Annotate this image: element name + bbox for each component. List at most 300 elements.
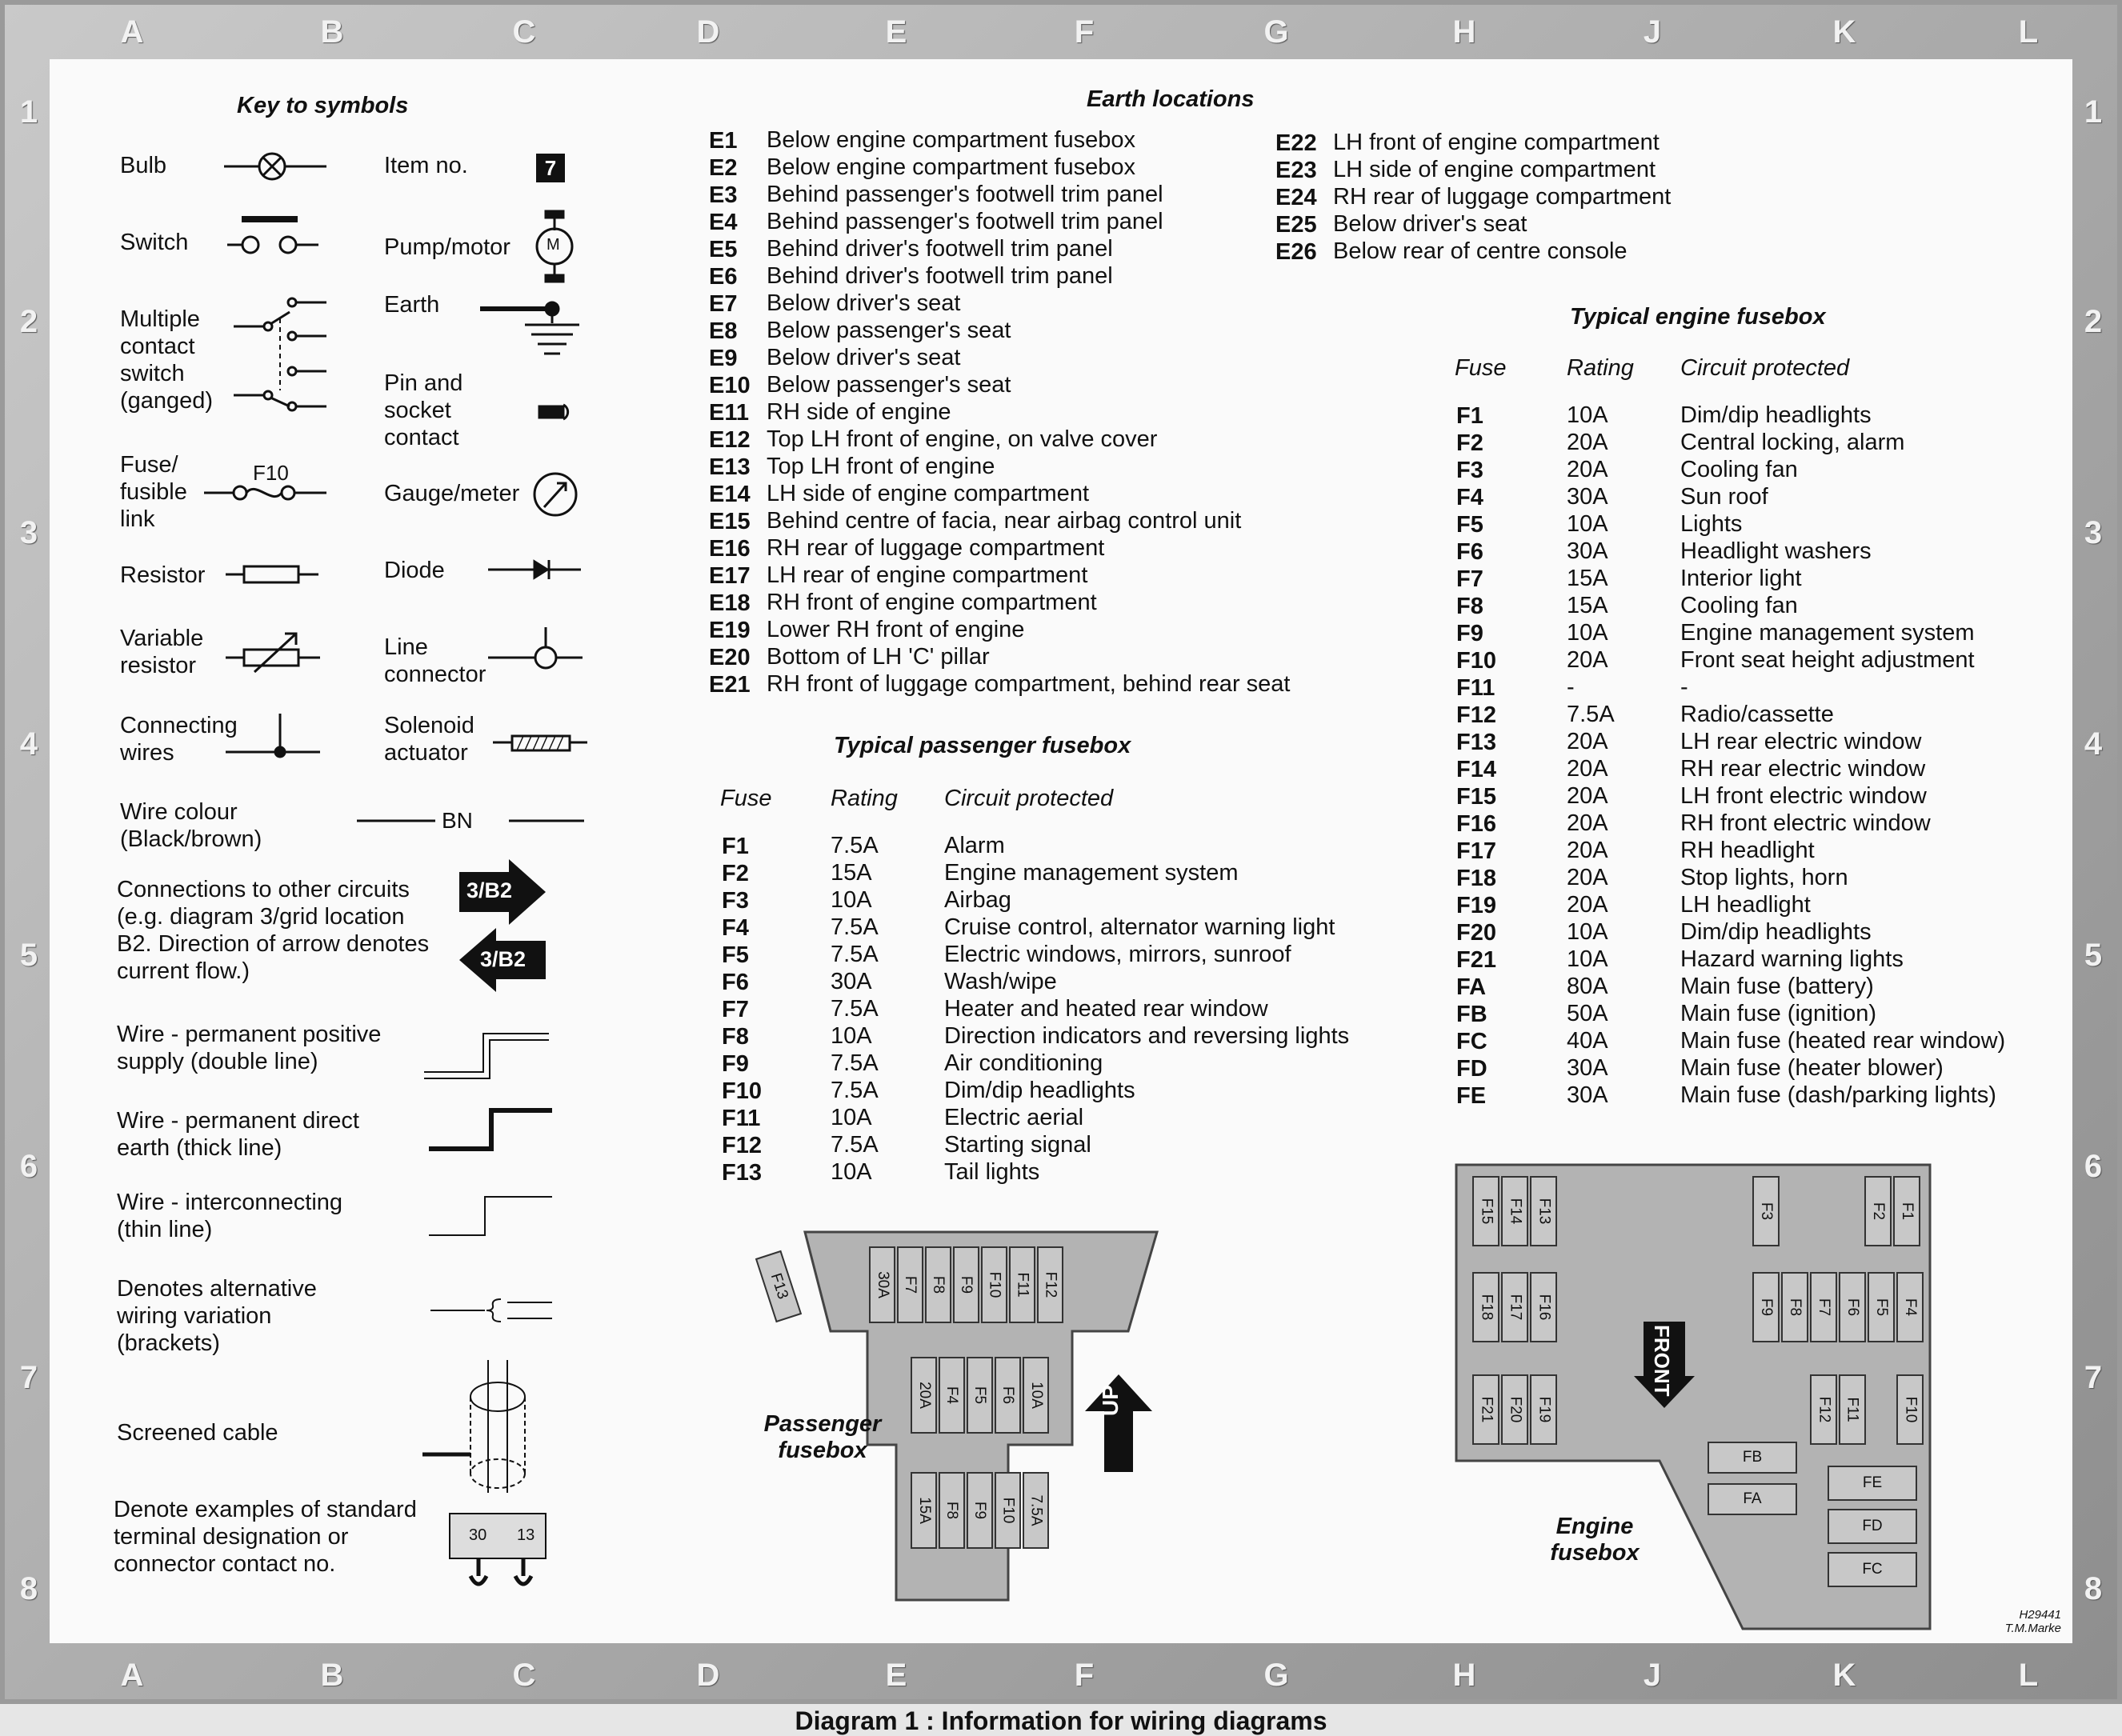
grid-row-label-right: 6 bbox=[2084, 1149, 2103, 1184]
engine-fuse-rating: 7.5A bbox=[1567, 702, 1615, 727]
passenger-fuse-slot bbox=[1023, 1357, 1049, 1434]
engine-fuse-slot bbox=[1864, 1176, 1892, 1246]
earth-location: Below driver's seat bbox=[1333, 211, 1527, 237]
engine-main-fuse-label: FC bbox=[1862, 1561, 1883, 1578]
grid-col-label-top: A bbox=[120, 14, 144, 50]
earth-code: E6 bbox=[709, 264, 738, 290]
passenger-fuse-label: F10 bbox=[986, 1271, 1003, 1298]
earth-code: E20 bbox=[709, 645, 751, 670]
passenger-fuse-slot bbox=[939, 1472, 965, 1549]
engine-fuse-circuit: Main fuse (dash/parking lights) bbox=[1680, 1082, 1996, 1108]
earth-location: LH side of engine compartment bbox=[1333, 157, 1656, 182]
key-item-no-label: Item no. bbox=[384, 153, 468, 178]
engine-fuse-circuit: Cooling fan bbox=[1680, 457, 1798, 482]
grid-row-label-left: 6 bbox=[19, 1149, 38, 1184]
screened-cable-icon bbox=[422, 1360, 525, 1493]
key-bulb-label: Bulb bbox=[120, 153, 167, 178]
engine-fuse-circuit: Stop lights, horn bbox=[1680, 865, 1848, 890]
grid-col-label-bottom: K bbox=[1832, 1658, 1856, 1693]
passenger-table-title: Typical passenger fusebox bbox=[834, 733, 1131, 758]
passenger-fuse-circuit: Cruise control, alternator warning light bbox=[944, 914, 1335, 940]
key-terminal-label: Denote examples of standard terminal designation or connector contact no. bbox=[114, 1497, 417, 1577]
engine-fuse-slot bbox=[1530, 1176, 1557, 1246]
earth-code: E24 bbox=[1275, 185, 1317, 210]
passenger-fuse-id: F9 bbox=[722, 1051, 749, 1077]
grid-col-label-bottom: L bbox=[2018, 1658, 2039, 1693]
engine-fuse-slot bbox=[1868, 1272, 1895, 1342]
key-title: Key to symbols bbox=[237, 93, 409, 118]
grid-col-label-top: F bbox=[1074, 14, 1095, 50]
bulb-icon bbox=[224, 154, 326, 179]
switch-icon bbox=[227, 219, 318, 253]
passenger-fuse-label: F6 bbox=[999, 1386, 1017, 1405]
engine-fuse-rating: 15A bbox=[1567, 593, 1608, 618]
passenger-fuse-slot bbox=[1023, 1472, 1049, 1549]
key-solenoid-label: Solenoid actuator bbox=[384, 713, 474, 766]
key-wire-colour-label: Wire colour (Black/brown) bbox=[120, 799, 262, 852]
engine-fuse-id: FB bbox=[1456, 1002, 1487, 1027]
engine-fuse-id: F6 bbox=[1456, 539, 1483, 565]
passenger-fuse-label: 10A bbox=[1027, 1382, 1045, 1409]
grid-col-label-bottom: F bbox=[1074, 1658, 1095, 1693]
engine-fuse-circuit: Dim/dip headlights bbox=[1680, 402, 1872, 428]
earth-location: Top LH front of engine, on valve cover bbox=[767, 426, 1158, 452]
key-gauge-label: Gauge/meter bbox=[384, 481, 520, 506]
engine-fuse-rating: 20A bbox=[1567, 729, 1608, 754]
item-number-tag: 7 bbox=[536, 154, 565, 182]
grid-col-label-top: H bbox=[1452, 14, 1476, 50]
pin-socket-icon bbox=[539, 405, 568, 419]
diagram-caption: Diagram 1 : Information for wiring diagrams bbox=[795, 1706, 1327, 1735]
passenger-fuse-label: F12 bbox=[1042, 1271, 1059, 1298]
engine-fuse-circuit: LH headlight bbox=[1680, 892, 1811, 918]
engine-fuse-rating: 15A bbox=[1567, 566, 1608, 591]
passenger-fuse-circuit: Direction indicators and reversing lights bbox=[944, 1023, 1350, 1049]
earth-location: Behind passenger's footwell trim panel bbox=[767, 182, 1163, 207]
passenger-fuse-slot bbox=[1009, 1246, 1035, 1323]
passenger-fuse-rating: 10A bbox=[831, 1023, 872, 1049]
engine-fuse-circuit: Main fuse (heated rear window) bbox=[1680, 1028, 2006, 1054]
engine-fuse-slot bbox=[1472, 1176, 1499, 1246]
passenger-fuse-id: F3 bbox=[722, 888, 749, 914]
earth-code: E13 bbox=[709, 454, 751, 480]
passenger-fuse-slot bbox=[953, 1246, 979, 1323]
earth-location: LH rear of engine compartment bbox=[767, 562, 1088, 588]
key-bracket-label: Denotes alternative wiring variation (brackets) bbox=[117, 1276, 317, 1356]
earth-code: E25 bbox=[1275, 212, 1317, 238]
engine-fuse-label: F3 bbox=[1758, 1202, 1775, 1221]
double-line-icon bbox=[424, 1034, 549, 1078]
earth-location: Below passenger's seat bbox=[767, 318, 1011, 343]
passenger-fuse-label: F9 bbox=[958, 1275, 975, 1294]
engine-fuse-id: F15 bbox=[1456, 784, 1496, 810]
engine-fuse-id: F2 bbox=[1456, 430, 1483, 456]
earth-code: E17 bbox=[709, 563, 751, 589]
passenger-fuse-circuit: Alarm bbox=[944, 833, 1005, 858]
earth-code: E19 bbox=[709, 618, 751, 643]
grid-row-label-right: 2 bbox=[2084, 304, 2103, 339]
passenger-fuse-rating: 7.5A bbox=[831, 996, 879, 1022]
engine-fuse-id: F14 bbox=[1456, 757, 1496, 782]
earth-location: RH front of luggage compartment, behind rear seat bbox=[767, 671, 1291, 697]
engine-fuse-slot bbox=[1472, 1272, 1499, 1342]
engine-fuse-circuit: RH headlight bbox=[1680, 838, 1815, 863]
engine-fuse-rating: 10A bbox=[1567, 919, 1608, 945]
engine-main-fuse-slot bbox=[1828, 1466, 1917, 1501]
passenger-fuse-label: 15A bbox=[915, 1497, 933, 1524]
engine-fuse-circuit: Main fuse (heater blower) bbox=[1680, 1055, 1944, 1081]
engine-fuse-id: F7 bbox=[1456, 566, 1483, 592]
passenger-fuse-label: 30A bbox=[874, 1271, 891, 1298]
passenger-fuse-id: F7 bbox=[722, 997, 749, 1022]
grid-col-label-top: E bbox=[885, 14, 907, 50]
engine-fuse-rating: 20A bbox=[1567, 457, 1608, 482]
earth-title: Earth locations bbox=[1087, 86, 1255, 112]
grid-col-label-top: B bbox=[320, 14, 344, 50]
engine-fuse-rating: 20A bbox=[1567, 865, 1608, 890]
passenger-fuse-rating: 30A bbox=[831, 969, 872, 994]
engine-fuse-id: F5 bbox=[1456, 512, 1483, 538]
drawing-code: H29441 bbox=[2019, 1608, 2061, 1622]
engine-fuse-id: FD bbox=[1456, 1056, 1487, 1082]
passenger-fuse-circuit: Starting signal bbox=[944, 1132, 1091, 1158]
engine-fuse-rating: 30A bbox=[1567, 1082, 1608, 1108]
grid-row-label-right: 7 bbox=[2084, 1360, 2103, 1395]
engine-fuse-id: FE bbox=[1456, 1083, 1487, 1109]
solenoid-icon bbox=[493, 736, 587, 750]
engine-fuse-label: F2 bbox=[1870, 1202, 1887, 1221]
passenger-fuse-rating: 7.5A bbox=[831, 1050, 879, 1076]
drawing-author: T.M.Marke bbox=[2004, 1622, 2061, 1635]
passenger-fuse-id: F11 bbox=[722, 1106, 761, 1131]
resistor-icon bbox=[226, 566, 318, 582]
passenger-fuse-slot bbox=[967, 1357, 993, 1434]
variable-resistor-icon bbox=[226, 634, 320, 672]
grid-col-label-top: L bbox=[2018, 14, 2039, 50]
engine-main-fuse-label: FB bbox=[1742, 1449, 1763, 1466]
engine-fuse-label: F1 bbox=[1899, 1202, 1916, 1221]
engine-fuse-id: F4 bbox=[1456, 485, 1483, 510]
engine-fuse-label: F6 bbox=[1844, 1298, 1861, 1317]
passenger-fuse-label: F10 bbox=[999, 1497, 1017, 1524]
earth-code: E3 bbox=[709, 182, 738, 208]
earth-code: E18 bbox=[709, 590, 751, 616]
engine-fuse-circuit: Front seat height adjustment bbox=[1680, 647, 1975, 673]
passenger-fuse-label: 7.5A bbox=[1027, 1494, 1045, 1526]
earth-location: Below passenger's seat bbox=[767, 372, 1011, 398]
engine-fuse-label: F7 bbox=[1816, 1298, 1832, 1317]
engine-fuse-slot bbox=[1530, 1374, 1557, 1445]
engine-fuse-rating: 80A bbox=[1567, 974, 1608, 999]
engine-fuse-rating: 20A bbox=[1567, 892, 1608, 918]
diode-icon bbox=[488, 560, 581, 579]
engine-fuse-label: F19 bbox=[1535, 1396, 1552, 1423]
engine-fuse-id: F3 bbox=[1456, 458, 1483, 483]
grid-col-label-top: C bbox=[512, 14, 536, 50]
engine-fuse-circuit: Headlight washers bbox=[1680, 538, 1872, 564]
engine-fuse-label: F10 bbox=[1902, 1396, 1919, 1423]
passenger-fuse-rating: 10A bbox=[831, 1105, 872, 1130]
grid-col-label-bottom: A bbox=[120, 1658, 144, 1693]
engine-fuse-id: FC bbox=[1456, 1029, 1487, 1054]
passenger-fuse-id: F6 bbox=[722, 970, 749, 995]
earth-location: LH side of engine compartment bbox=[767, 481, 1089, 506]
key-variable-resistor-label: Variable resistor bbox=[120, 626, 204, 678]
passenger-fuse-circuit: Dim/dip headlights bbox=[944, 1078, 1135, 1103]
earth-location: LH front of engine compartment bbox=[1333, 130, 1660, 155]
engine-fuse-slot bbox=[1839, 1272, 1866, 1342]
earth-location: Behind driver's footwell trim panel bbox=[767, 236, 1113, 262]
engine-fuse-rating: 50A bbox=[1567, 1001, 1608, 1026]
key-diode-label: Diode bbox=[384, 558, 445, 583]
key-resistor-label: Resistor bbox=[120, 562, 206, 588]
engine-fuse-label: F8 bbox=[1787, 1298, 1804, 1317]
bracket-icon bbox=[430, 1299, 552, 1322]
engine-fuse-label: F4 bbox=[1902, 1298, 1919, 1317]
earth-code: E11 bbox=[709, 400, 749, 426]
connecting-wires-icon bbox=[226, 714, 320, 757]
passenger-fuse-slot bbox=[995, 1472, 1021, 1549]
key-thick-line-label: Wire - permanent direct earth (thick line) bbox=[117, 1108, 359, 1161]
passenger-fuse-label: F4 bbox=[943, 1386, 961, 1405]
earth-code: E16 bbox=[709, 536, 751, 562]
engine-fuse-id: F19 bbox=[1456, 893, 1496, 918]
passenger-fuse-rating: 7.5A bbox=[831, 942, 879, 967]
earth-code: E21 bbox=[709, 672, 751, 698]
key-thin-line-label: Wire - interconnecting (thin line) bbox=[117, 1190, 343, 1242]
grid-row-label-left: 7 bbox=[19, 1360, 38, 1395]
passenger-fuse-circuit: Airbag bbox=[944, 887, 1011, 913]
engine-fuse-rating: 20A bbox=[1567, 838, 1608, 863]
engine-fuse-circuit: Main fuse (ignition) bbox=[1680, 1001, 1876, 1026]
engine-fuse-label: F5 bbox=[1873, 1298, 1890, 1317]
key-line-connector-label: Line connector bbox=[384, 634, 486, 687]
engine-fuse-slot bbox=[1530, 1272, 1557, 1342]
grid-col-label-bottom: H bbox=[1452, 1658, 1476, 1693]
passenger-col-rating: Rating bbox=[831, 786, 898, 811]
grid-col-label-top: G bbox=[1263, 14, 1289, 50]
earth-code: E7 bbox=[709, 291, 738, 317]
earth-location: RH rear of luggage compartment bbox=[1333, 184, 1672, 210]
passenger-fuse-slot bbox=[869, 1246, 895, 1323]
key-connecting-wires-label: Connecting wires bbox=[120, 713, 238, 766]
engine-fuse-circuit: Dim/dip headlights bbox=[1680, 919, 1872, 945]
engine-fuse-label: F11 bbox=[1844, 1397, 1861, 1422]
gauge-icon bbox=[535, 474, 576, 515]
passenger-fuse-circuit: Engine management system bbox=[944, 860, 1239, 886]
grid-col-label-top: J bbox=[1643, 14, 1662, 50]
passenger-fuse-rating: 10A bbox=[831, 887, 872, 913]
engine-fuse-rating: 10A bbox=[1567, 620, 1608, 646]
grid-col-label-bottom: J bbox=[1643, 1658, 1662, 1693]
grid-row-label-right: 1 bbox=[2084, 94, 2103, 130]
grid-col-label-bottom: C bbox=[512, 1658, 536, 1693]
engine-fuse-circuit: Engine management system bbox=[1680, 620, 1975, 646]
earth-code: E12 bbox=[709, 427, 751, 453]
terminal-tag-30: 30 bbox=[469, 1526, 487, 1544]
grid-row-label-left: 2 bbox=[19, 304, 38, 339]
engine-fuse-slot bbox=[1501, 1176, 1528, 1246]
grid-row-label-left: 3 bbox=[19, 515, 38, 550]
engine-fuse-slot bbox=[1810, 1374, 1837, 1445]
engine-fuse-circuit: LH rear electric window bbox=[1680, 729, 1922, 754]
key-switch-label: Switch bbox=[120, 230, 189, 255]
engine-fuse-id: F21 bbox=[1456, 947, 1496, 973]
grid-row-label-left: 8 bbox=[19, 1571, 38, 1606]
key-pin-socket-label: Pin and socket contact bbox=[384, 370, 463, 450]
passenger-fuse-rating: 7.5A bbox=[831, 914, 879, 940]
passenger-loose-fuse-label: F13 bbox=[767, 1271, 791, 1302]
passenger-fuse-rating: 7.5A bbox=[831, 1078, 879, 1103]
key-motor-label: Pump/motor bbox=[384, 234, 510, 260]
engine-fuse-slot bbox=[1501, 1272, 1528, 1342]
up-arrow-label: UP bbox=[1098, 1385, 1123, 1416]
engine-fuse-id: F8 bbox=[1456, 594, 1483, 619]
passenger-fuse-label: F7 bbox=[902, 1275, 919, 1294]
grid-row-label-left: 5 bbox=[19, 938, 38, 973]
engine-fuse-label: F16 bbox=[1535, 1294, 1552, 1321]
earth-code: E26 bbox=[1275, 239, 1317, 265]
engine-main-fuse-label: FA bbox=[1743, 1490, 1762, 1507]
passenger-fuse-label: F9 bbox=[971, 1501, 989, 1520]
engine-fuse-circuit: RH rear electric window bbox=[1680, 756, 1926, 782]
engine-main-fuse-slot bbox=[1828, 1509, 1917, 1544]
passenger-fuse-slot bbox=[911, 1472, 937, 1549]
earth-location: Below driver's seat bbox=[767, 290, 961, 316]
engine-fuse-circuit: Hazard warning lights bbox=[1680, 946, 1904, 972]
front-arrow-label: FRONT bbox=[1650, 1325, 1674, 1397]
engine-fuse-circuit: Lights bbox=[1680, 511, 1743, 537]
engine-fuse-rating: 30A bbox=[1567, 484, 1608, 510]
earth-location: Top LH front of engine bbox=[767, 454, 995, 479]
engine-fuse-rating: 10A bbox=[1567, 511, 1608, 537]
earth-code: E2 bbox=[709, 155, 738, 181]
engine-fuse-rating: 20A bbox=[1567, 783, 1608, 809]
engine-fuse-slot bbox=[1472, 1374, 1499, 1445]
engine-fuse-rating: 20A bbox=[1567, 810, 1608, 836]
engine-fuse-label: F21 bbox=[1478, 1396, 1495, 1423]
engine-main-fuse-slot bbox=[1708, 1442, 1797, 1474]
earth-code: E1 bbox=[709, 128, 738, 154]
terminal-icon bbox=[450, 1514, 546, 1584]
engine-fuse-id: F16 bbox=[1456, 811, 1496, 837]
passenger-fuse-id: F4 bbox=[722, 915, 749, 941]
ganged-switch-icon bbox=[234, 298, 326, 410]
earth-code: E8 bbox=[709, 318, 738, 344]
motor-tag: M bbox=[547, 236, 560, 254]
drawing-credit bbox=[1968, 1608, 2061, 1635]
passenger-fuse-slot bbox=[967, 1472, 993, 1549]
engine-fuse-slot bbox=[1839, 1374, 1866, 1445]
engine-fuse-label: F20 bbox=[1507, 1396, 1523, 1423]
engine-fuse-label: F12 bbox=[1816, 1396, 1832, 1423]
passenger-col-circuit: Circuit protected bbox=[944, 786, 1114, 811]
passenger-fuse-circuit: Air conditioning bbox=[944, 1050, 1103, 1076]
passenger-fuse-slot bbox=[981, 1246, 1007, 1323]
engine-fuse-label: F17 bbox=[1507, 1294, 1523, 1321]
earth-location: RH front of engine compartment bbox=[767, 590, 1097, 615]
engine-fuse-label: F9 bbox=[1758, 1298, 1775, 1317]
engine-fuse-id: F9 bbox=[1456, 621, 1483, 646]
passenger-fuse-slot bbox=[925, 1246, 951, 1323]
key-double-line-label: Wire - permanent positive supply (double line) bbox=[117, 1022, 382, 1074]
engine-fuse-id: F17 bbox=[1456, 838, 1496, 864]
passenger-fuse-id: F13 bbox=[722, 1160, 762, 1186]
connection-tag-in: 3/B2 bbox=[480, 947, 526, 971]
engine-main-fuse-label: FE bbox=[1862, 1474, 1883, 1491]
engine-fuse-slot bbox=[1896, 1272, 1924, 1342]
key-fuse-label: Fuse/ fusible link bbox=[120, 452, 187, 532]
engine-fuse-circuit: LH front electric window bbox=[1680, 783, 1927, 809]
engine-fuse-rating: 30A bbox=[1567, 1055, 1608, 1081]
earth-code: E10 bbox=[709, 373, 751, 398]
passenger-fuse-circuit: Electric aerial bbox=[944, 1105, 1084, 1130]
earth-location: Below driver's seat bbox=[767, 345, 961, 370]
engine-main-fuse-label: FD bbox=[1862, 1518, 1883, 1534]
passenger-fuse-id: F1 bbox=[722, 834, 749, 859]
engine-fuse-id: F11 bbox=[1456, 675, 1495, 701]
earth-location: Lower RH front of engine bbox=[767, 617, 1025, 642]
thin-line-icon bbox=[429, 1197, 552, 1235]
grid-col-label-bottom: B bbox=[320, 1658, 344, 1693]
passenger-fuse-id: F12 bbox=[722, 1133, 762, 1158]
grid-col-label-top: K bbox=[1832, 14, 1856, 50]
passenger-fuse-id: F2 bbox=[722, 861, 749, 886]
passenger-fuse-rating: 15A bbox=[831, 860, 872, 886]
engine-fuse-label: F14 bbox=[1507, 1198, 1523, 1225]
engine-fuse-circuit: Interior light bbox=[1680, 566, 1802, 591]
passenger-fuse-circuit: Electric windows, mirrors, sunroof bbox=[944, 942, 1291, 967]
fuse-icon bbox=[204, 486, 326, 499]
line-connector-icon bbox=[488, 627, 583, 668]
grid-row-label-left: 1 bbox=[19, 94, 38, 130]
engine-fuse-label: F13 bbox=[1535, 1198, 1552, 1225]
earth-code: E15 bbox=[709, 509, 751, 534]
earth-location: Bottom of LH 'C' pillar bbox=[767, 644, 990, 670]
fuse-tag: F10 bbox=[253, 461, 289, 485]
grid-col-label-top: D bbox=[696, 14, 720, 50]
passenger-fuse-circuit: Heater and heated rear window bbox=[944, 996, 1268, 1022]
connection-tag-out: 3/B2 bbox=[466, 878, 513, 902]
engine-fuse-id: F12 bbox=[1456, 702, 1496, 728]
passenger-fuse-label: F8 bbox=[943, 1501, 961, 1520]
earth-code: E4 bbox=[709, 210, 738, 235]
engine-fuse-circuit: Radio/cassette bbox=[1680, 702, 1834, 727]
grid-row-label-right: 3 bbox=[2084, 515, 2103, 550]
passenger-fuse-rating: 10A bbox=[831, 1159, 872, 1185]
engine-fuse-id: FA bbox=[1456, 974, 1487, 1000]
engine-fuse-slot bbox=[1752, 1176, 1780, 1246]
engine-main-fuse-slot bbox=[1828, 1552, 1917, 1587]
passenger-fuse-slot bbox=[897, 1246, 923, 1323]
earth-location: RH rear of luggage compartment bbox=[767, 535, 1105, 561]
earth-location: Behind centre of facia, near airbag control unit bbox=[767, 508, 1242, 534]
engine-fuse-slot bbox=[1893, 1176, 1920, 1246]
engine-fuse-slot bbox=[1896, 1374, 1924, 1445]
wire-colour-tag: BN bbox=[442, 808, 473, 833]
passenger-fuse-label: F5 bbox=[971, 1386, 989, 1405]
earth-code: E9 bbox=[709, 346, 738, 371]
passenger-fuse-rating: 7.5A bbox=[831, 1132, 879, 1158]
engine-fuse-slot bbox=[1501, 1374, 1528, 1445]
engine-fuse-id: F18 bbox=[1456, 866, 1496, 891]
engine-fuse-slot bbox=[1781, 1272, 1808, 1342]
engine-fuse-rating: 20A bbox=[1567, 430, 1608, 455]
passenger-fuse-rating: 7.5A bbox=[831, 833, 879, 858]
passenger-fuse-id: F5 bbox=[722, 942, 749, 968]
engine-fuse-slot bbox=[1752, 1272, 1780, 1342]
engine-fuse-rating: 20A bbox=[1567, 756, 1608, 782]
